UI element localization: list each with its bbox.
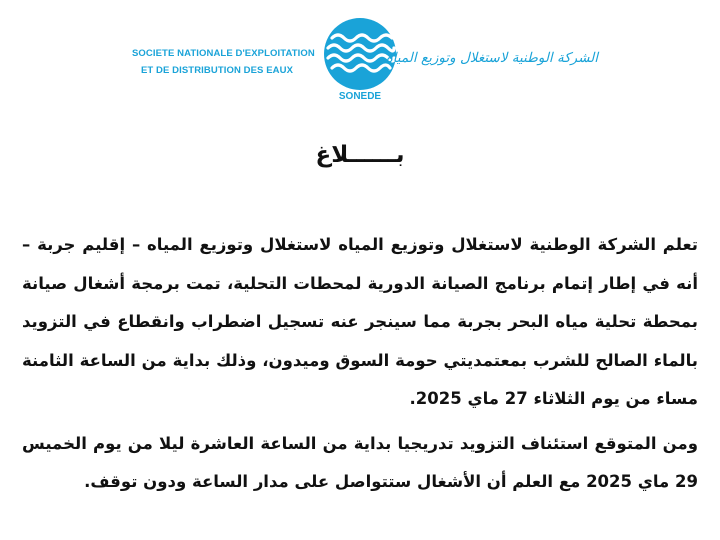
logo-label: SONEDE [338, 91, 382, 102]
body-line: تعلم الشركة الوطنية لاستغلال وتوزيع المياه لاستغلال وتوزيع المياه – إقليم جربة – [22, 235, 698, 254]
org-name-french-line2: ET DE DISTRIBUTION DES EAUX [140, 65, 294, 76]
body-line: بمحطة تحلية مياه البحر بجربة مما سينجر عنه تسجيل اضطراب وانقطاع في التزويد [22, 312, 698, 331]
body-line: 29 ماي 2025 مع العلم أن الأشغال ستتواصل على مدار الساعة ودون توقف. [84, 472, 698, 491]
body-line: مساء من يوم الثلاثاء 27 ماي 2025. [409, 389, 698, 408]
org-name-french-line1: SOCIETE NATIONALE D'EXPLOITATION [132, 48, 315, 59]
body-line: أنه في إطار إتمام برنامج الصيانة الدورية لمحطات التحلية، تمت برمجة أشغال صيانة [22, 273, 698, 293]
notice-title: بــــــلاغ [315, 142, 405, 168]
letterhead [0, 0, 720, 120]
notice-body [22, 226, 698, 502]
body-line: ومن المتوقع استئناف التزويد تدريجيا بداية من الساعة العاشرة ليلا من يوم الخميس [22, 433, 698, 453]
body-line: بالماء الصالح للشرب بمعتمديتي حومة السوق وميدون، وذلك بداية من الساعة الثامنة [22, 350, 698, 370]
org-name-french [132, 45, 315, 79]
org-name-arabic: الشركة الوطنية لاستغلال وتوزيع المياه [385, 50, 598, 66]
